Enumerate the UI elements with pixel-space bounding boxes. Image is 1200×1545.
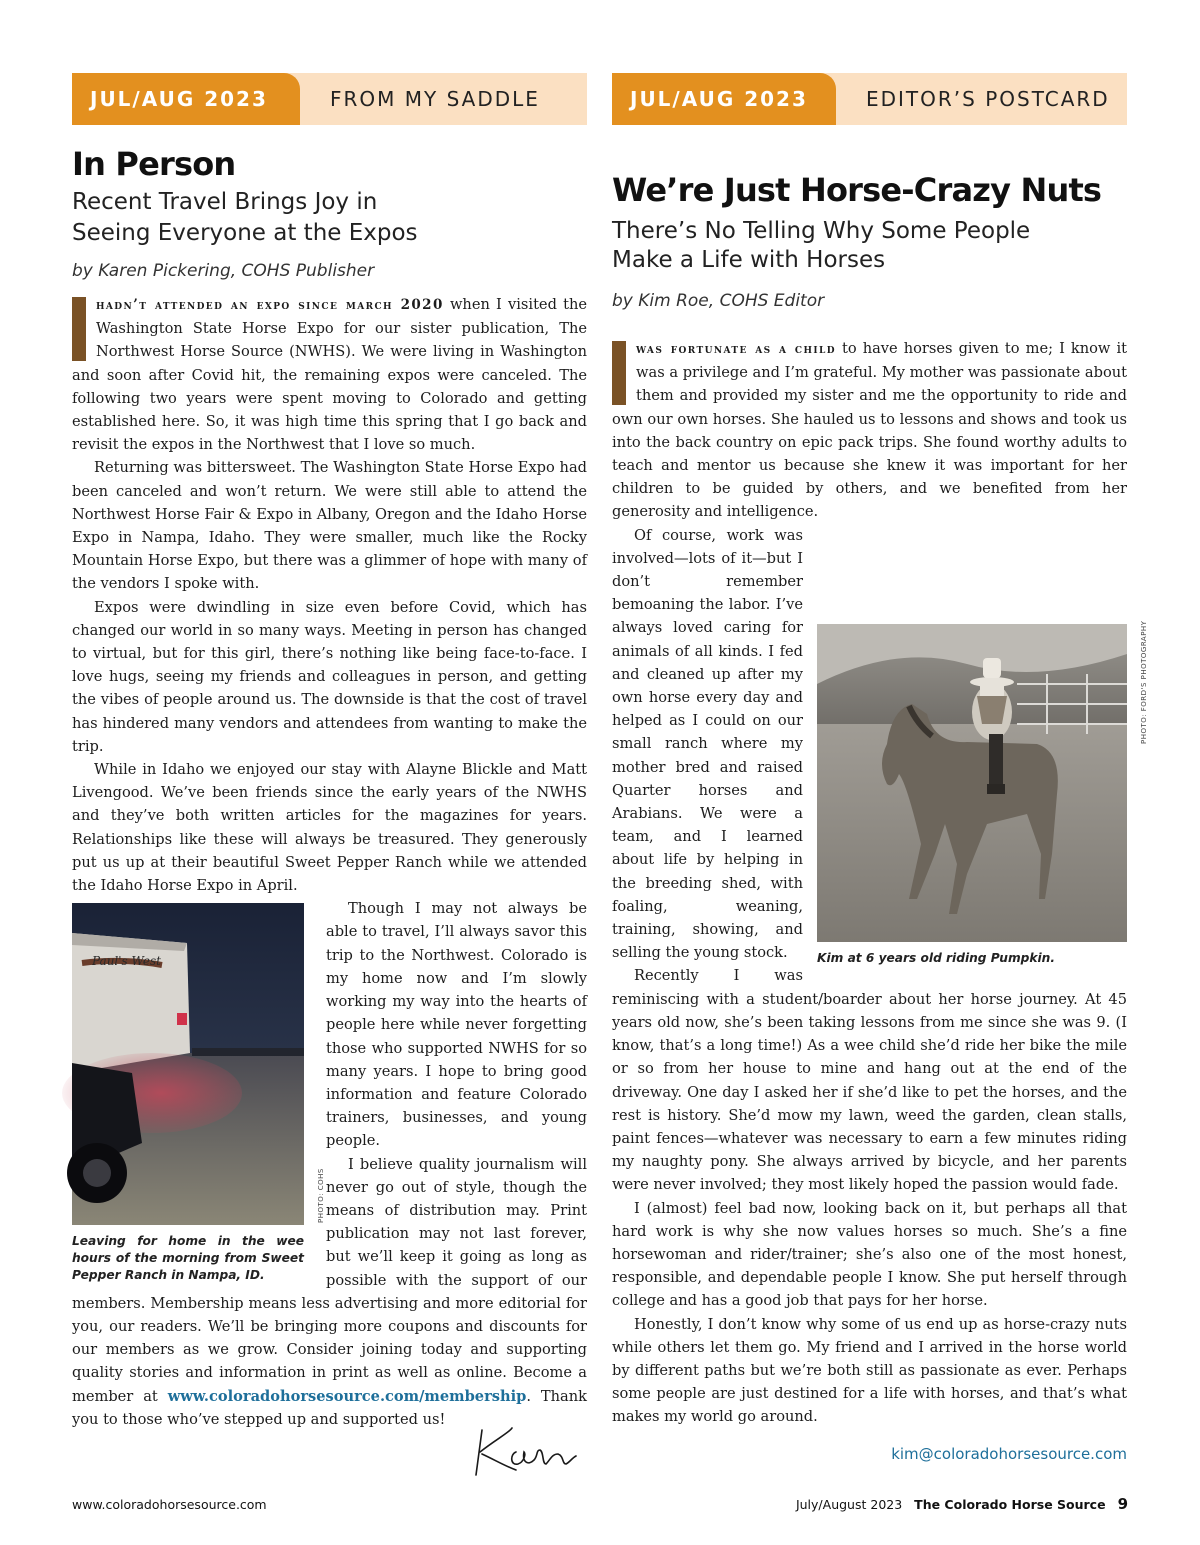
footer-right xyxy=(788,1495,1128,1513)
left-photo-caption: Leaving for home in the wee hours of the morning from Sweet Pepper Ranch in Nampa, ID. xyxy=(72,1234,304,1283)
right-photo-figure xyxy=(817,620,1148,967)
left-subtitle xyxy=(72,187,587,249)
right-banner-date: JUL/AUG 2023 xyxy=(612,73,836,125)
left-paragraph-3: Expos were dwindling in size even before Covid, which has changed our world in so many ways. Meeting in person has changed to virtual, but for this girl, there’s nothing like being face-to-face. I love hugs, seeing my friends and colleagues in person, and getting the vibes of people around us. The downside is that the cost of travel has hindered many vendors and attendees from wanting to make the trip. xyxy=(72,598,587,755)
right-photo-caption: Kim at 6 years old riding Pumpkin. xyxy=(817,950,1055,965)
left-lead-in: hadn’t attended an expo since march 2020 xyxy=(96,297,444,313)
page-footer xyxy=(72,1495,1128,1513)
membership-link[interactable]: www.coloradohorsesource.com/membership xyxy=(167,1387,527,1405)
footer-url[interactable]: www.coloradohorsesource.com xyxy=(72,1496,267,1512)
right-lead-in: was fortunate as a child xyxy=(636,341,836,357)
left-paragraph-2: Returning was bittersweet. The Washington State Horse Expo had been canceled and won’t return. We were still able to attend the Northwest Horse Fair & Expo in Albany, Oregon and the Idaho Horse Expo in Nampa, Idaho. They were smaller, much like the Rocky Mountain Horse Expo, but there was a glimmer of hope with many of the vendors I spoke with. xyxy=(72,459,587,593)
right-paragraph-1 xyxy=(612,337,1127,524)
right-paragraph-3: Recently I was reminiscing with a student/boarder about her horse journey. At 45 years old now, she’s been taking lessons from me since she was 9. (I know, that’s a long time!) As a wee child she’d ride her bike the mile or so from her house to mine and hang out at the end of the driveway. One day I asked her if she’d like to pet the horses, and the rest is history. She’d mow my lawn, weed the garden, clean stalls, paint fences—whatever was necessary to earn a few minutes riding my naughty pony. She always arrived by bicycle, and her parents were never involved; they most likely hoped the passion would fade. xyxy=(612,967,1127,1194)
karen-signature xyxy=(470,1420,580,1480)
left-article-title: In Person xyxy=(72,145,236,183)
right-banner-section: EDITOR’S POSTCARD xyxy=(866,87,1110,111)
left-subtitle-line-1: Recent Travel Brings Joy in xyxy=(72,189,378,215)
left-column xyxy=(72,73,587,1431)
right-column xyxy=(612,73,1148,1463)
left-paragraph-4 xyxy=(72,758,587,897)
trailer-night-photo xyxy=(72,903,325,1225)
right-subtitle-line-2: Make a Life with Horses xyxy=(612,247,886,273)
left-paragraph-6-text: I believe quality journalism will never go out of style, though the means of distribution may. Print publication may not last forever, but we’ll keep it going as long as possible with the support of our members. Membership means less advertising and more editorial for you, our readers. We’ll be bringing more coupons and discounts for our members as we grow. Consider joining today and supporting quality stories and information in print as well as online. Become a member at xyxy=(72,1155,587,1405)
left-subtitle-line-2: Seeing Everyone at the Expos xyxy=(72,220,418,246)
footer-issue: July/August 2023 xyxy=(795,1497,903,1512)
left-photo-credit: PHOTO: COHS xyxy=(317,1168,325,1224)
editor-email-link[interactable]: kim@coloradohorsesource.com xyxy=(891,1444,1127,1463)
left-paragraph-5: Though I may not always be able to travel, I’ll always savor this trip to the Northwest. Colorado is my home now and I’m slowly working my way into the hearts of people here while never forgetting those who supported NWHS for so many years. I hope to bring good information and feature Colorado trainers, businesses, and young people. xyxy=(326,900,587,1150)
left-paragraph-1 xyxy=(72,293,587,456)
horse-photo-image xyxy=(817,624,1127,942)
left-article-body xyxy=(72,293,587,1431)
horse-rider-photo xyxy=(817,620,1148,942)
left-paragraph-1-text: when I visited the Washington State Horse Expo for our sister publication, The Northwest Horse Source (NWHS). We were living in Washington and soon after Covid hit, the remaining expos were canceled. The following two years were spent moving to Colorado and getting established here. So, it was high time this spring that I go back and revisit the expos in the Northwest that I love so much. xyxy=(72,296,587,454)
right-article-title: We’re Just Horse-Crazy Nuts xyxy=(612,171,1102,209)
right-drop-cap xyxy=(612,341,626,405)
right-banner xyxy=(612,73,1127,125)
left-banner xyxy=(72,73,587,125)
left-drop-cap xyxy=(72,297,86,361)
right-subtitle xyxy=(612,217,1127,275)
right-paragraph-4: I (almost) feel bad now, looking back on it, but perhaps all that hard work is why she now values horses so much. She’s a fine horsewoman and rider/trainer; she’s also one of the most honest, responsible, and dependable people I know. She put herself through college and has a good job that pays for her horse. xyxy=(612,1199,1127,1310)
left-banner-section: FROM MY SADDLE xyxy=(330,87,540,111)
trailer-lettering: Paul's West xyxy=(92,954,161,969)
right-article-body xyxy=(612,337,1148,1429)
right-photo-credit: PHOTO: FORD'S PHOTOGRAPHY xyxy=(1140,620,1148,744)
left-byline: by Karen Pickering, COHS Publisher xyxy=(72,261,375,281)
trailer-photo-image xyxy=(72,903,304,1225)
left-paragraph-6-end: . Thank you to those who’ve stepped up and supported us! xyxy=(72,1387,587,1428)
footer-magazine: The Colorado Horse Source xyxy=(914,1497,1106,1512)
left-photo-figure xyxy=(72,903,325,1284)
right-byline: by Kim Roe, COHS Editor xyxy=(612,291,825,311)
right-subtitle-line-1: There’s No Telling Why Some People xyxy=(612,218,1031,244)
right-paragraph-5: Honestly, I don’t know why some of us end up as horse-crazy nuts while others let them go. My friend and I arrived in the horse world by different paths but we’re both still as passionate as ever. Perhaps some people are just destined for a life with horses, and that’s what makes my world go around. xyxy=(612,1315,1127,1426)
right-paragraph-2: Of course, work was involved—lots of it—but I don’t remember bemoaning the labor. I’ve always loved caring for animals of all kinds. I fed and cleaned up after my own horse every day and helped as I could on our small ranch where my mother bred and raised Quarter horses and Arabians. We were a team, and I learned about life by helping in the breeding shed, with foaling, weaning, training, showing, and selling the young stock. xyxy=(612,526,803,962)
page-number: 9 xyxy=(1117,1495,1128,1513)
right-paragraph-1-text: to have horses given to me; I know it was a privilege and I’m grateful. My mother was passionate about them and provided my sister and me the opportunity to ride and own our own horses. She hauled us to lessons and shows and took us into the back country on epic pack trips. She found worthy adults to teach and mentor us because she knew it was important for her children to be guided by others, and we benefited from her generosity and intelligence. xyxy=(612,340,1127,521)
left-paragraph-4-text: While in Idaho we enjoyed our stay with Alayne Blickle and Matt Livengood. We’ve been friends since the early years of the NWHS and they’ve both written articles for the magazines for years. Relationships like these will always be treasured. They generously put us up at their beautiful Sweet Pepper Ranch while we attended the Idaho Horse Expo in April. xyxy=(72,761,587,895)
left-banner-date: JUL/AUG 2023 xyxy=(72,73,300,125)
